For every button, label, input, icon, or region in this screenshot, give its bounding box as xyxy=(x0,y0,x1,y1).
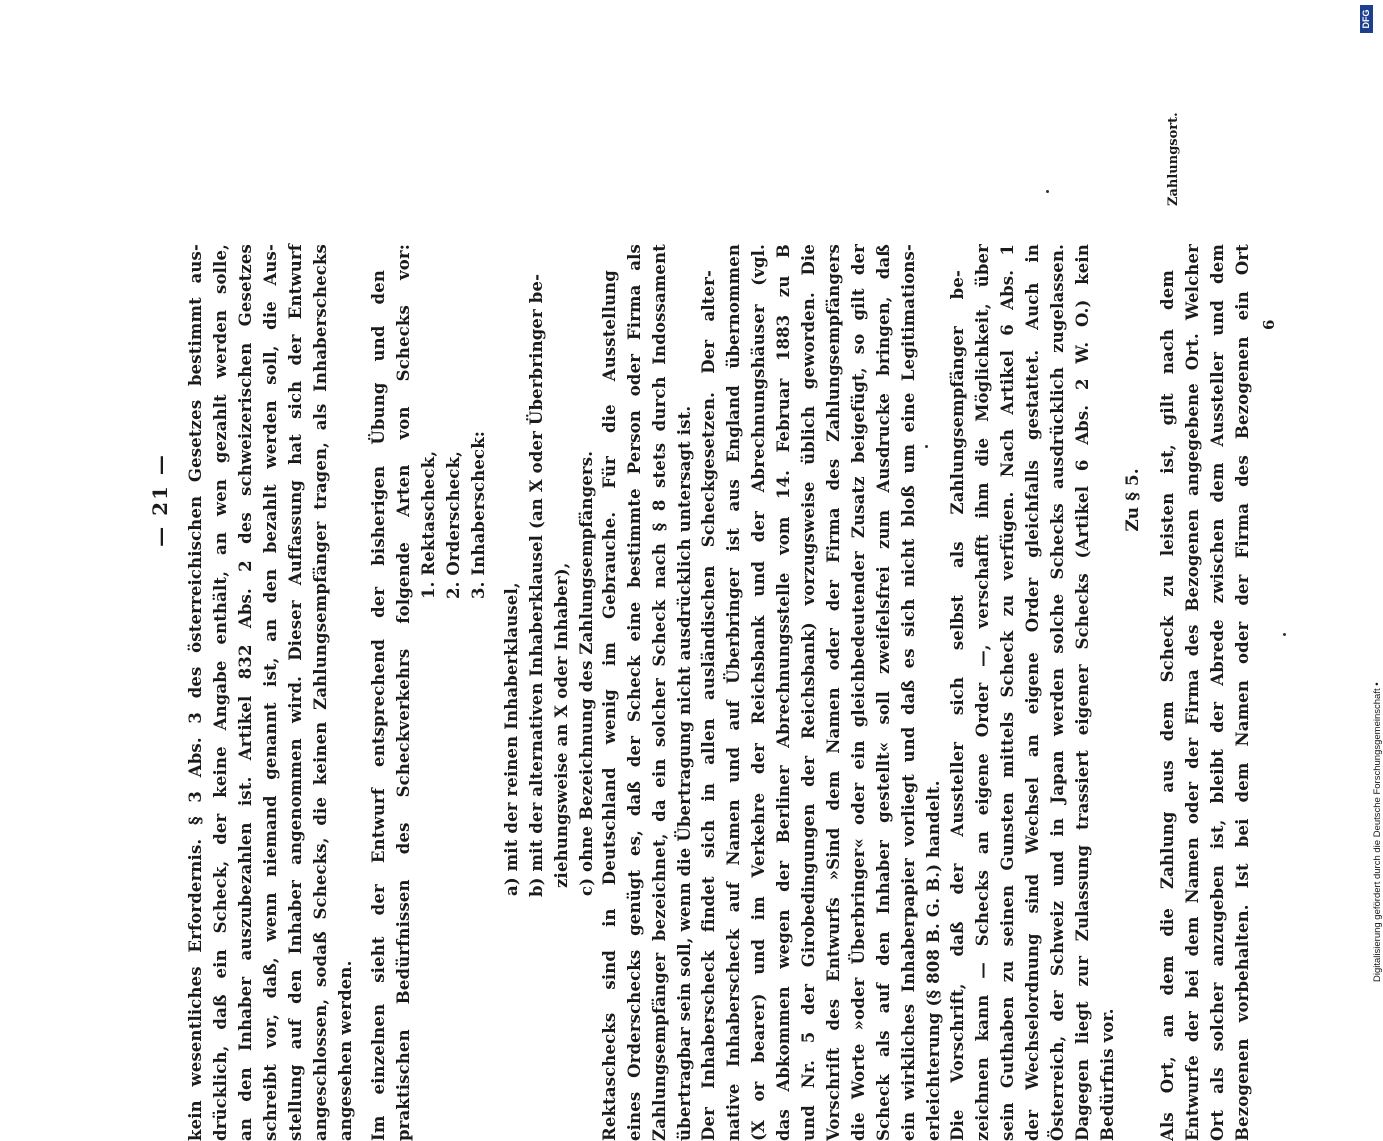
body-line: ein wirkliches Inhaberpapier vorliegt und daß es sich nicht bloß um eine Legitimations- xyxy=(899,244,918,1141)
body-line: Entwurfe der bei dem Namen oder der Firma des Bezogenen angegebene Ort. Welcher xyxy=(1183,244,1202,1141)
body-line: stellung auf den Inhaber angenommen wird. Dieser Auffassung hat sich der Entwurf xyxy=(286,244,305,1141)
body-line: zeichnen kann — Schecks an eigene Order —, verschafft ihm die Möglichkeit, über xyxy=(973,244,992,1141)
body-line: Der Inhaberscheck findet sich in allen ausländischen Scheckgesetzen. Der alter- xyxy=(699,270,718,1141)
section-heading: Zu § 5. xyxy=(1123,468,1143,532)
body-line: Rektaschecks sind in Deutschland wenig im Gebrauche. Für die Ausstellung xyxy=(600,270,619,1141)
body-line: b) mit der alternativen Inhaberklausel (an X oder Überbringer be- xyxy=(527,273,546,897)
body-line: und Nr. 5 der Girobedingungen der Reichsbank) vorzugsweise üblich geworden. Die xyxy=(799,244,818,1141)
body-line: ziehungsweise an X oder Inhaber), xyxy=(552,562,571,888)
body-line: sein Guthaben zu seinen Gunsten mittels Scheck zu verfügen. Nach Artikel 6 Abs. 1 xyxy=(998,244,1017,1141)
body-line: die Worte »oder Überbringer« oder ein gleichbedeutender Zusatz beigefügt, so gilt der xyxy=(849,244,868,1141)
scan-speck xyxy=(1283,633,1286,636)
margin-note: Zahlungsort. xyxy=(1166,112,1181,206)
body-line: angeschlossen, sodaß Schecks, die keinen Zahlungsempfänger tragen, als Inhaberschecks xyxy=(311,244,330,1141)
body-line: Ort als solcher anzugeben ist, bleibt der Abrede zwischen dem Aussteller und dem xyxy=(1208,244,1227,1141)
scan-speck xyxy=(1046,190,1049,193)
body-line: Österreich, der Schweiz und in Japan werden solche Schecks ausdrücklich zugelassen. xyxy=(1048,244,1067,1141)
body-line: schreibt vor, daß, wenn niemand genannt ist, an den bezahlt werden soll, die Aus- xyxy=(261,244,280,1141)
body-line: a) mit der reinen Inhaberklausel, xyxy=(502,582,521,896)
body-line: (X or bearer) und im Verkehre der Reichsbank und der Abrechnungshäuser (vgl. xyxy=(749,244,768,1141)
body-line: native Inhaberscheck auf Namen und auf Überbringer ist aus England übernommen xyxy=(724,244,743,1141)
body-line: Im einzelnen sieht der Entwurf entsprechend der bisherigen Übung und den xyxy=(369,270,388,1141)
body-line: erleichterung (§ 808 B. G. B.) handelt. xyxy=(924,780,943,1141)
body-line: Bezogenen vorbehalten. Ist bei dem Namen oder der Firma des Bezogenen ein Ort xyxy=(1233,244,1252,1141)
body-line: 1. Rektascheck, xyxy=(419,450,438,599)
body-line: drücklich, daß ein Scheck, der keine Angabe enthält, an wen gezahlt werden solle, xyxy=(211,244,230,1141)
body-line: übertragbar sein soll, wenn die Übertragung nicht ausdrücklich untersagt ist. xyxy=(675,405,694,1141)
body-line: an den Inhaber auszubezahlen ist. Artikel 832 Abs. 2 des schweizerischen Gesetzes xyxy=(236,244,255,1141)
body-line: Scheck als auf den Inhaber gestellt« soll zweifelsfrei zum Ausdrucke bringen, daß xyxy=(874,244,893,1141)
dfg-logo: DFG xyxy=(1360,5,1373,33)
body-line: 2. Orderscheck, xyxy=(444,450,463,599)
body-line: der Wechselordnung sind Wechsel an eigene Order gleichfalls gestattet. Auch in xyxy=(1023,244,1042,1141)
body-line: das Abkommen wegen der Berliner Abrechnungsstelle vom 14. Februar 1883 zu B xyxy=(774,244,793,1141)
body-line: 3. Inhaberscheck: xyxy=(469,430,488,599)
page-header: — 21 — xyxy=(148,453,172,547)
scan-speck xyxy=(925,445,928,448)
body-line: Die Vorschrift, daß der Aussteller sich selbst als Zahlungsempfänger be- xyxy=(948,270,967,1141)
signature-number: 6 xyxy=(1260,319,1278,330)
body-line: praktischen Bedürfnissen des Scheckverkehrs folgende Arten von Schecks vor: xyxy=(394,244,413,1141)
body-line: eines Orderschecks genügt es, daß der Scheck eine bestimmte Person oder Firma als xyxy=(625,244,644,1141)
body-line: Als Ort, an dem die Zahlung aus dem Scheck zu leisten ist, gilt nach dem xyxy=(1158,270,1177,1141)
body-line: Bedürfnis vor. xyxy=(1098,1008,1117,1141)
body-line: kein wesentliches Erfordernis. § 3 Abs. 3 des österreichischen Gesetzes bestimmt aus- xyxy=(186,244,205,1141)
body-line: c) ohne Bezeichnung des Zahlungsempfängers. xyxy=(577,450,596,896)
body-line: angesehen werden. xyxy=(336,960,355,1141)
body-line: Zahlungsempfänger bezeichnet, da ein solcher Scheck nach § 8 stets durch Indossament xyxy=(650,244,669,1141)
digitization-note: Digitalisierung gefördert durch die Deutsche Forschungsgemeinschaft • xyxy=(1372,682,1383,982)
body-line: Dagegen liegt zur Zulassung trassiert eigener Schecks (Artikel 6 Abs. 2 W. O.) kein xyxy=(1073,244,1092,1141)
body-line: Vorschrift des Entwurfs »Sind dem Namen oder der Firma des Zahlungsempfängers xyxy=(824,244,843,1141)
